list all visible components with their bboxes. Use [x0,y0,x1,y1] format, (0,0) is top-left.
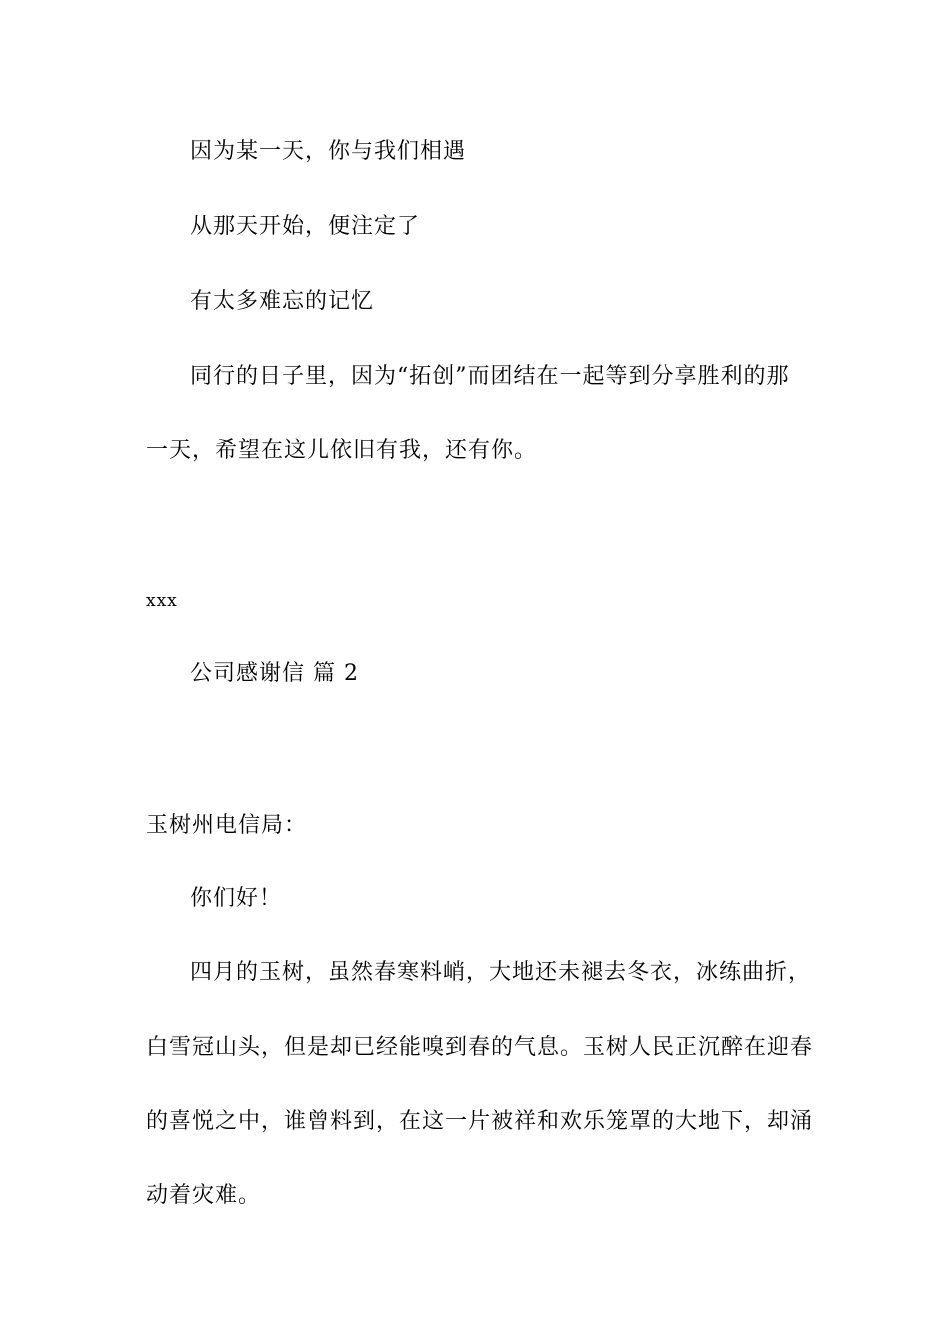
paragraph-line: 有太多难忘的记忆 [190,289,375,314]
body-line: 的喜悦之中，谁曾料到，在这一片被祥和欢乐笼罩的大地下，却涌 [146,1109,814,1134]
body-line: 四月的玉树，虽然春寒料峭，大地还未褪去冬衣，冰练曲折， [190,960,812,985]
paragraph-line: 从那天开始，便注定了 [190,214,421,239]
signature: xxx [146,591,178,611]
section-title: 公司感谢信 篇 2 [190,661,359,686]
body-line: 动着灾难。 [146,1183,262,1208]
body-line: 白雪冠山头，但是却已经能嗅到春的气息。玉树人民正沉醉在迎春 [146,1035,814,1060]
paragraph-line: 同行的日子里，因为“拓创”而团结在一起等到分享胜利的那 [190,364,790,389]
salutation: 玉树州电信局： [146,813,308,838]
paragraph-line: 因为某一天，你与我们相遇 [190,139,467,164]
paragraph-line: 一天，希望在这儿依旧有我，还有你。 [146,438,538,463]
greeting: 你们好！ [190,886,283,911]
